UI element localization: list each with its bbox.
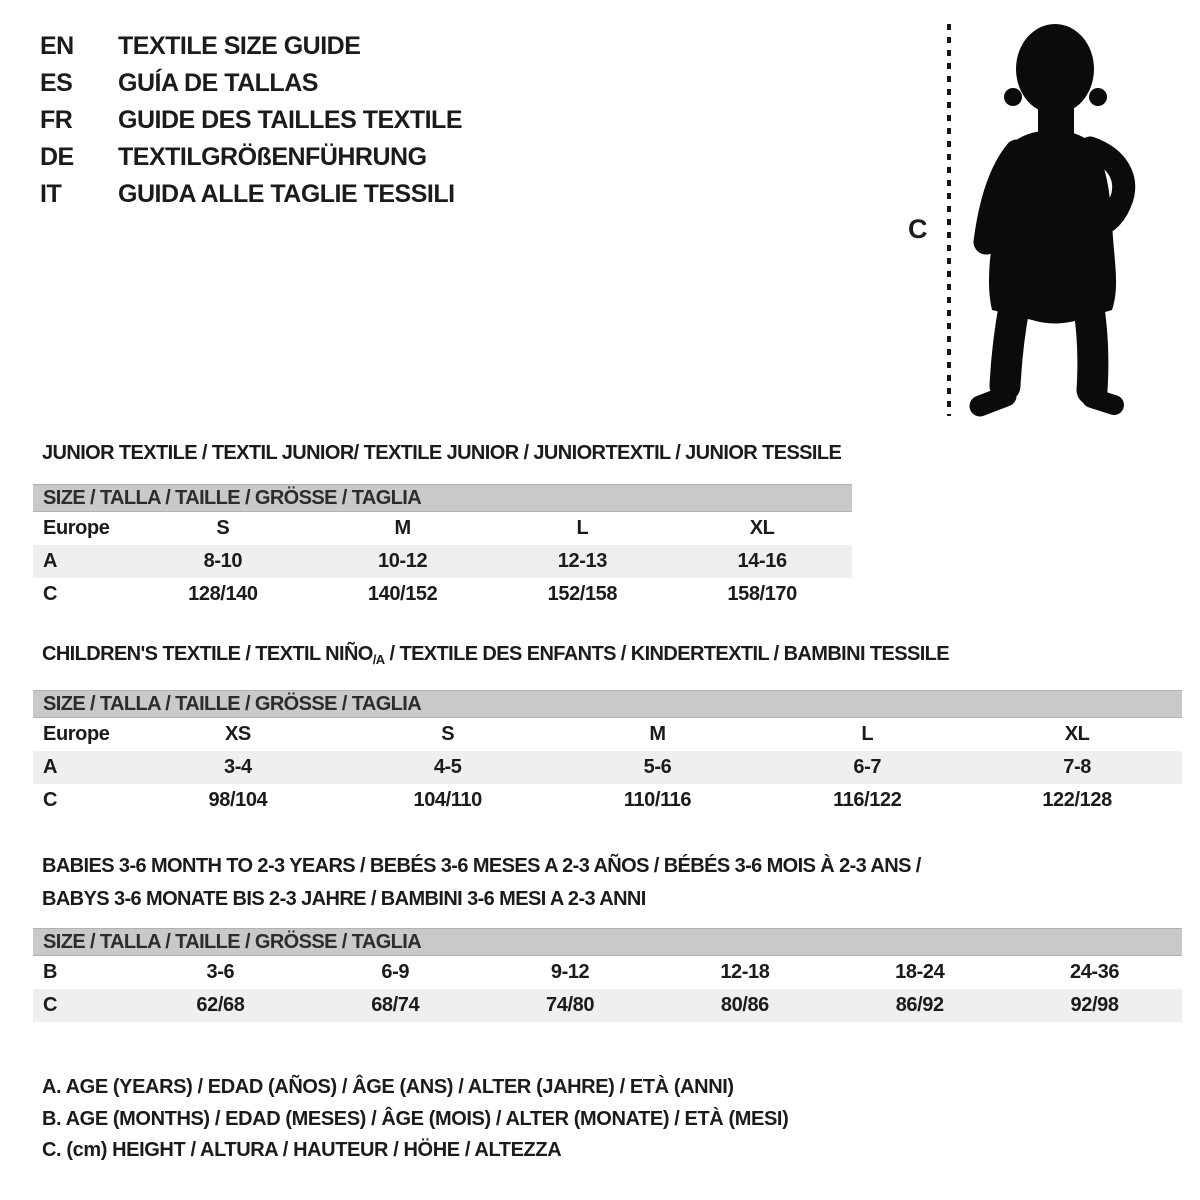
size-cell: L [861,723,874,745]
row-label: C [43,583,58,605]
height-cell: 140/152 [367,583,438,605]
height-cell: 62/68 [196,994,245,1016]
language-label: GUÍA DE TALLAS [118,69,318,97]
language-label: GUIDA ALLE TAGLIE TESSILI [118,180,455,208]
age-cell: 7-8 [1063,756,1091,778]
junior-size-table [33,484,852,611]
height-cell: 122/128 [1042,789,1112,811]
size-cell: S [216,517,230,539]
language-code: FR [40,106,73,134]
table-row-europe [33,512,852,545]
children-title-pre: CHILDREN'S TEXTILE / TEXTIL NIÑO [42,643,373,665]
height-cell: 92/98 [1070,994,1119,1016]
baby-silhouette [962,14,1146,426]
age-cell: 3-4 [224,756,252,778]
legend [42,1072,788,1167]
age-cell: 3-6 [206,961,235,983]
children-title-sub: /A [372,652,385,667]
language-row [40,139,462,176]
row-label: Europe [43,517,110,539]
children-size-table [33,690,1182,817]
language-header [40,28,462,213]
language-row [40,102,462,139]
age-cell: 6-9 [381,961,410,983]
size-cell: XL [749,517,775,539]
age-cell: 9-12 [550,961,590,983]
babies-title-line1: BABIES 3-6 MONTH TO 2-3 YEARS / BEBÉS 3-6 MESES A 2-3 AÑOS / BÉBÉS 3-6 MOIS À 2-3 ANS / [42,855,921,877]
legend-line-b: B. AGE (MONTHS) / EDAD (MESES) / ÂGE (MOIS) / ALTER (MONATE) / ETÀ (MESI) [42,1107,789,1130]
height-cell: 110/116 [623,789,692,811]
language-code: IT [40,180,62,208]
table-row-height [33,578,852,611]
age-cell: 4-5 [433,756,462,778]
height-cell: 116/122 [833,789,902,811]
row-label: C [43,789,58,811]
table-row-age [33,751,1182,784]
size-cell: M [649,723,666,745]
row-label: A [43,550,58,572]
row-label: Europe [43,723,110,745]
table-header-band: SIZE / TALLA / TAILLE / GRÖSSE / TAGLIA [33,484,852,512]
height-cell: 152/158 [547,583,618,605]
row-label: B [43,961,58,983]
height-label-c: C [908,214,928,244]
age-cell: 12-13 [557,550,607,572]
language-row [40,65,462,102]
babies-section-title [42,850,921,916]
row-label: C [43,994,58,1016]
language-label: GUIDE DES TAILLES TEXTILE [118,106,463,134]
language-code: DE [40,143,74,171]
size-cell: S [441,723,455,745]
language-code: ES [40,69,73,97]
height-dotted-line [947,24,951,416]
legend-line-a: A. AGE (YEARS) / EDAD (AÑOS) / ÂGE (ANS) / ALTER (JAHRE) / ETÀ (ANNI) [42,1076,734,1099]
language-row [40,176,462,213]
babies-title-line2: BABYS 3-6 MONATE BIS 2-3 JAHRE / BAMBINI 3-6 MESI A 2-3 ANNI [42,888,646,910]
table-row-height [33,784,1182,817]
language-code: EN [40,32,74,60]
height-cell: 86/92 [895,994,944,1016]
table-row-age [33,545,852,578]
age-cell: 8-10 [203,550,243,572]
children-title-post: / TEXTILE DES ENFANTS / KINDERTEXTIL / BAMBINI TESSILE [384,643,950,665]
age-cell: 18-24 [895,961,945,983]
children-section-title [42,643,949,667]
table-row-age-months [33,956,1182,989]
age-cell: 10-12 [378,550,428,572]
language-row [40,28,462,65]
junior-section-title: JUNIOR TEXTILE / TEXTIL JUNIOR/ TEXTILE JUNIOR / JUNIORTEXTIL / JUNIOR TESSILE [42,442,842,464]
language-label: TEXTILGRÖßENFÜHRUNG [118,143,427,171]
table-row-height [33,989,1182,1022]
legend-line-c: C. (cm) HEIGHT / ALTURA / HAUTEUR / HÖHE / ALTEZZA [42,1139,562,1162]
height-cell: 158/170 [727,583,797,605]
language-label: TEXTILE SIZE GUIDE [118,32,361,60]
height-cell: 80/86 [720,994,769,1016]
height-cell: 98/104 [208,789,268,811]
height-cell: 128/140 [188,583,258,605]
table-header-band: SIZE / TALLA / TAILLE / GRÖSSE / TAGLIA [33,928,1182,956]
table-row-europe [33,718,1182,751]
size-cell: XS [224,723,251,745]
height-cell: 68/74 [371,994,420,1016]
size-cell: XL [1064,723,1090,745]
age-cell: 14-16 [737,550,787,572]
babies-size-table [33,928,1182,1022]
age-cell: 24-36 [1069,961,1120,983]
age-cell: 5-6 [643,756,672,778]
height-cell: 74/80 [546,994,595,1016]
age-cell: 12-18 [720,961,770,983]
row-label: A [43,756,58,778]
table-header-band: SIZE / TALLA / TAILLE / GRÖSSE / TAGLIA [33,690,1182,718]
size-cell: L [576,517,589,539]
height-cell: 104/110 [413,789,482,811]
age-cell: 6-7 [853,756,882,778]
size-cell: M [394,517,411,539]
